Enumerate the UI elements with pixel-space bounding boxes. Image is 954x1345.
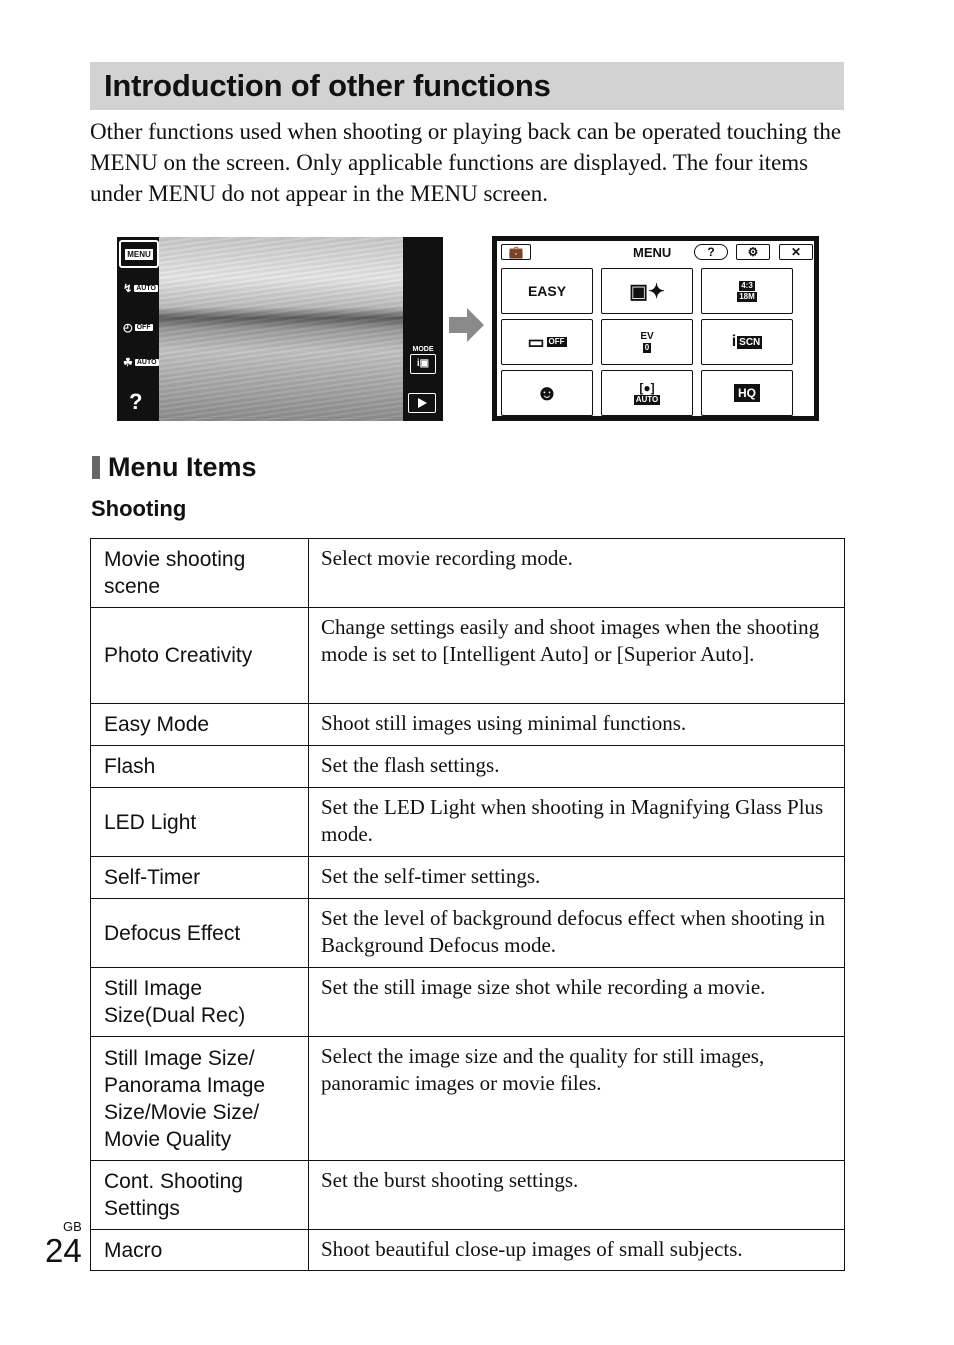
item-name: Still Image Size(Dual Rec) <box>91 968 309 1037</box>
table-row <box>91 968 845 1037</box>
table-row <box>91 1037 845 1161</box>
item-name: Photo Creativity <box>91 608 309 704</box>
table-row <box>91 1161 845 1230</box>
item-name: Still Image Size/ Panorama Image Size/Movie Size/ Movie Quality <box>91 1037 309 1161</box>
table-row <box>91 704 845 746</box>
item-name: Easy Mode <box>91 704 309 746</box>
help-icon[interactable]: ? <box>129 389 143 414</box>
easy-mode-tile[interactable]: EASY <box>501 268 593 314</box>
item-name: Macro <box>91 1230 309 1271</box>
table-row <box>91 539 845 608</box>
table-row <box>91 746 845 788</box>
smile-shutter-icon[interactable]: ☘ AUTO <box>123 357 157 369</box>
flash-icon[interactable]: ↯ AUTO <box>123 283 156 295</box>
item-name: Flash <box>91 746 309 788</box>
item-description: Set the self-timer settings. <box>309 857 845 899</box>
item-description: Set the still image size shot while recording a movie. <box>309 968 845 1037</box>
self-timer-tag: OFF <box>136 324 151 331</box>
image-size-tile[interactable]: 4:3 18M <box>701 268 793 314</box>
table-row <box>91 857 845 899</box>
item-name: Movie shooting scene <box>91 539 309 608</box>
photo-creativity-tile[interactable]: ▣✦ <box>601 268 693 314</box>
mode-label: MODE <box>412 346 434 353</box>
close-button[interactable]: ✕ <box>779 244 813 260</box>
section-title: Introduction of other functions <box>104 68 551 103</box>
self-timer-icon[interactable]: ◴ OFF <box>123 322 151 334</box>
flash-tag: AUTO <box>136 285 156 292</box>
display-settings-tile[interactable]: ▭ OFF <box>501 319 593 365</box>
intro-paragraph: Other functions used when shooting or playing back can be operated touching the MENU on the screen. Only applicable functions are displayed. The four items under MENU do not appear in the MENU screen. <box>90 119 842 206</box>
menu-items-heading <box>92 452 257 483</box>
heading-marker <box>92 456 100 479</box>
menu-items-table <box>90 538 845 1271</box>
item-description: Set the LED Light when shooting in Magnifying Glass Plus mode. <box>309 788 845 857</box>
table-row <box>91 899 845 968</box>
camera-shooting-screen <box>117 237 443 421</box>
beach-photo <box>159 237 403 421</box>
menu-button[interactable] <box>119 240 159 268</box>
movie-quality-tile[interactable]: HQ <box>701 370 793 416</box>
toolbox-icon[interactable]: 💼 <box>501 244 531 260</box>
playback-button[interactable] <box>408 393 436 413</box>
item-name: Self-Timer <box>91 857 309 899</box>
mode-button[interactable] <box>408 346 438 374</box>
smile-shutter-tile[interactable]: ☻ <box>501 370 593 416</box>
table-row <box>91 788 845 857</box>
item-description: Set the burst shooting settings. <box>309 1161 845 1230</box>
menu-button-label: MENU <box>127 249 151 259</box>
item-description: Select movie recording mode. <box>309 539 845 608</box>
item-description: Shoot beautiful close-up images of small subjects. <box>309 1230 845 1271</box>
arrow-right-icon <box>449 308 485 342</box>
scene-selection-tile[interactable]: i SCN <box>701 319 793 365</box>
item-description: Change settings easily and shoot images when the shooting mode is set to [Intelligent Auto] or [Superior Auto]. <box>309 608 845 704</box>
item-name: LED Light <box>91 788 309 857</box>
intelligent-auto-icon: i▣ <box>410 354 436 374</box>
help-button[interactable]: ? <box>694 244 728 260</box>
table-row <box>91 1230 845 1271</box>
item-description: Set the flash settings. <box>309 746 845 788</box>
scene-recognition-tile[interactable]: [●] AUTO <box>601 370 693 416</box>
menu-screen-header <box>497 241 814 265</box>
item-name: Cont. Shooting Settings <box>91 1161 309 1230</box>
page-region: GB <box>63 1219 82 1234</box>
play-icon <box>416 397 428 409</box>
ev-tile[interactable]: EV 0 <box>601 319 693 365</box>
shooting-heading: Shooting <box>91 496 187 521</box>
page-number: 24 <box>45 1232 82 1269</box>
menu-screen-title: MENU <box>633 245 672 260</box>
item-description: Set the level of background defocus effect when shooting in Background Defocus mode. <box>309 899 845 968</box>
item-description: Shoot still images using minimal functions. <box>309 704 845 746</box>
table-row <box>91 608 845 704</box>
item-description: Select the image size and the quality for still images, panoramic images or movie files. <box>309 1037 845 1161</box>
smile-shutter-tag: AUTO <box>136 359 157 366</box>
settings-button[interactable]: ⚙ <box>736 244 770 260</box>
section-title-bar <box>90 62 844 110</box>
menu-items-heading-text: Menu Items <box>108 452 257 482</box>
menu-screen <box>492 236 819 421</box>
item-name: Defocus Effect <box>91 899 309 968</box>
